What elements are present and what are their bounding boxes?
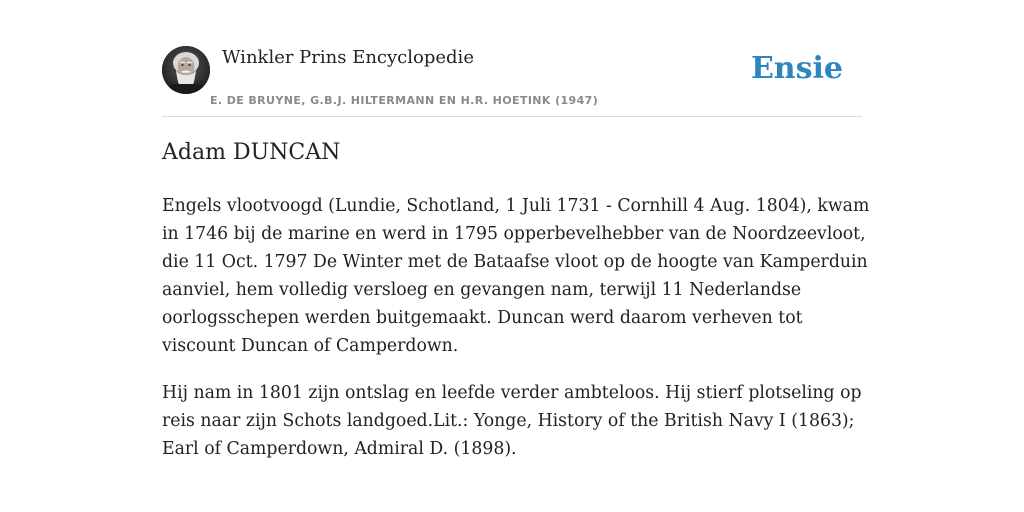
header	[162, 46, 862, 117]
encyclopedia-authors: E. DE BRUYNE, G.B.J. HILTERMANN EN H.R. HOETINK (1947)	[210, 94, 599, 107]
encyclopedia-name[interactable]: Winkler Prins Encyclopedie	[222, 47, 474, 68]
brand-logo[interactable]: Ensie	[750, 51, 843, 86]
bearded-man-portrait-icon	[162, 46, 210, 94]
article-paragraph: Engels vlootvoogd (Lundie, Schotland, 1 Juli 1731 - Cornhill 4 Aug. 1804), kwam in 1746 bij de marine en werd in 1795 opperbevelhebber van de Noordzeevloot, die 11 Oct. 1797 De Winter met de Bataafse vloot op de hoogte van Kamperduin aanviel, hem volledig versloeg en gevangen nam, terwijl 11 Nederlandse oorlogsschepen werden buitgemaakt. Duncan werd daarom verheven tot viscount Duncan of Camperdown.	[162, 196, 870, 356]
avatar	[162, 46, 210, 94]
article-body	[162, 192, 874, 482]
article-paragraph: Hij nam in 1801 zijn ontslag en leefde verder ambteloos. Hij stierf plotseling op reis naar zijn Schots landgoed.Lit.: Yonge, History of the British Navy I (1863); Earl of Camperdown, Admiral D. (1898).	[162, 383, 862, 459]
article-title: Adam DUNCAN	[162, 140, 341, 165]
